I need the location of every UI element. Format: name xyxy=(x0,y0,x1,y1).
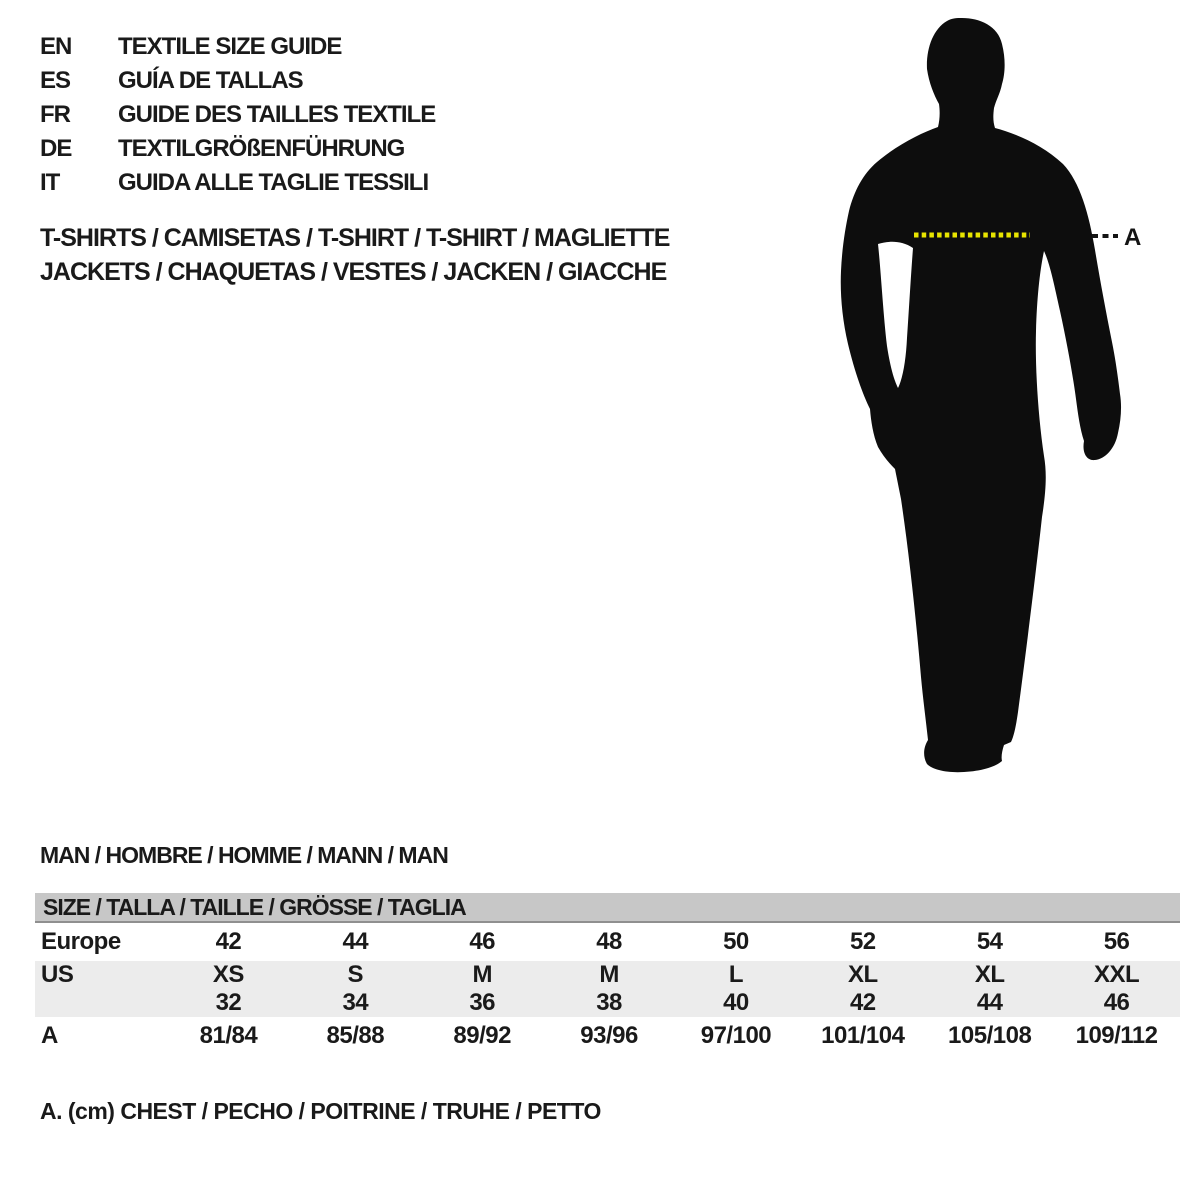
language-row xyxy=(40,30,435,64)
category-list xyxy=(40,221,669,289)
size-cell: 42 xyxy=(849,989,876,1016)
size-cell: 44 xyxy=(976,989,1003,1016)
measure-label-a: A xyxy=(1124,224,1142,251)
language-row xyxy=(40,98,435,132)
table-row-numeric xyxy=(35,989,1180,1017)
size-table-header: SIZE / TALLA / TAILLE / GRÖSSE / TAGLIA xyxy=(35,893,1180,923)
category-line-tshirts: T-SHIRTS / CAMISETAS / T-SHIRT / T-SHIRT / MAGLIETTE xyxy=(40,224,670,252)
size-cell: M xyxy=(599,961,619,988)
category-line-jackets: JACKETS / CHAQUETAS / VESTES / JACKEN / GIACCHE xyxy=(40,258,667,286)
language-title: TEXTILGRÖßENFÜHRUNG xyxy=(118,135,405,162)
size-cell: 93/96 xyxy=(580,1022,638,1049)
size-cell: 109/112 xyxy=(1075,1022,1158,1049)
size-cell: 50 xyxy=(723,928,749,955)
size-cell: 48 xyxy=(596,928,622,955)
size-cell: 89/92 xyxy=(453,1022,511,1049)
language-row xyxy=(40,132,435,166)
size-cell: 40 xyxy=(723,989,749,1016)
size-cell: 46 xyxy=(469,928,496,955)
size-cell: 34 xyxy=(342,989,369,1016)
language-title: TEXTILE SIZE GUIDE xyxy=(118,33,342,60)
size-cell: 97/100 xyxy=(700,1022,772,1049)
language-row xyxy=(40,64,435,98)
size-cell: 52 xyxy=(849,928,876,955)
table-gray-band xyxy=(35,961,1180,1017)
size-cell: 85/88 xyxy=(326,1022,385,1049)
size-cell: XXL xyxy=(1093,961,1140,988)
size-cell: 105/108 xyxy=(948,1022,1032,1049)
row-label: Europe xyxy=(41,928,121,955)
size-cell: S xyxy=(347,961,364,988)
table-row-us xyxy=(35,961,1180,989)
table-row-europe xyxy=(35,923,1180,961)
size-cell: 56 xyxy=(1103,928,1130,955)
section-title: MAN / HOMBRE / HOMME / MANN / MAN xyxy=(40,842,448,868)
size-cell: 32 xyxy=(215,989,242,1016)
size-cell: 54 xyxy=(976,928,1003,955)
language-title: GUÍA DE TALLAS xyxy=(118,67,303,94)
size-cell: L xyxy=(728,961,744,988)
size-cell: 81/84 xyxy=(199,1022,258,1049)
size-cell: M xyxy=(472,961,492,988)
measurement-footnote: A. (cm) CHEST / PECHO / POITRINE / TRUHE / PETTO xyxy=(40,1098,601,1124)
size-cell: 46 xyxy=(1103,989,1130,1016)
row-label: US xyxy=(41,961,74,988)
language-code: DE xyxy=(40,135,72,162)
size-cell: 42 xyxy=(215,928,242,955)
language-title: GUIDA ALLE TAGLIE TESSILI xyxy=(118,169,429,196)
size-cell: 101/104 xyxy=(821,1022,905,1049)
language-code: IT xyxy=(40,169,60,196)
size-cell: 44 xyxy=(342,928,369,955)
language-code: EN xyxy=(40,33,72,60)
size-cell: XL xyxy=(974,961,1005,988)
size-cell: XS xyxy=(212,961,244,988)
size-table xyxy=(35,893,1180,1055)
language-row xyxy=(40,166,435,200)
man-silhouette xyxy=(841,18,1121,772)
language-title: GUIDE DES TAILLES TEXTILE xyxy=(118,101,436,128)
language-title-list xyxy=(40,30,435,200)
size-cell: 38 xyxy=(596,989,622,1016)
language-code: ES xyxy=(40,67,71,94)
row-label: A xyxy=(41,1022,58,1049)
size-cell: 36 xyxy=(469,989,496,1016)
language-code: FR xyxy=(40,101,70,128)
man-silhouette-figure xyxy=(820,0,1200,800)
table-row-chest-a xyxy=(35,1017,1180,1055)
size-cell: XL xyxy=(847,961,878,988)
